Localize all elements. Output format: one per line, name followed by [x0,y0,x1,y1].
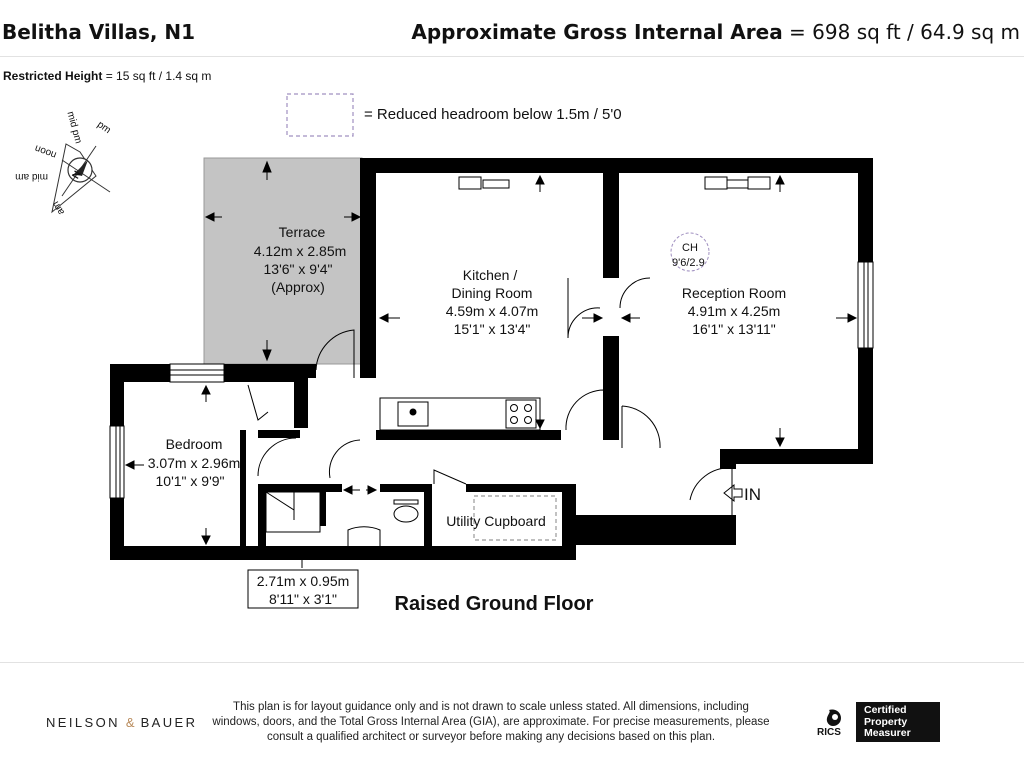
property-title: Belitha Villas, N1 [2,20,196,44]
bathroom-metric: 2.71m x 0.95m [256,573,350,589]
compass-label-mid-pm: mid pm [64,110,84,145]
disclaimer: This plan is for layout guidance only and is not drawn to scale unless stated. All dimensions, including windows, doors, and the Total Gross Internal Area (GIA), are approximate. For precise measurements, please consult a qualified architect or surveyor before making any decisions based on this plan. [212,701,770,743]
agency-logo [46,715,197,730]
reduced-headroom-swatch [287,94,353,136]
reduced-headroom-label: = Reduced headroom below 1.5m / 5'0 [364,106,622,123]
bedroom-metric: 3.07m x 2.96m [147,455,241,471]
utility-name: Utility Cupboard [446,513,546,529]
footer-divider [0,662,1024,663]
gross-area-value: = 698 sq ft / 64.9 sq m [789,20,1020,44]
entrance-label: IN [744,485,761,504]
bedroom-name: Bedroom [165,436,223,452]
compass-label-noon: noon [33,142,59,161]
brand-left: NEILSON [46,715,120,730]
entrance-arrow-icon [724,485,742,501]
restricted-height-value: = 15 sq ft / 1.4 sq m [105,69,212,83]
brand-right: BAUER [140,715,198,730]
washbasin-icon [348,527,380,546]
compass-label-pm: pm [95,119,113,137]
terrace-note: (Approx) [271,279,325,295]
terrace-name: Terrace [278,224,326,240]
hob-icon [506,400,536,428]
restricted-height-label: Restricted Height [3,69,103,83]
kitchen-name-line2: Dining Room [451,285,533,301]
brand-ampersand: & [125,715,135,730]
floor-name: Raised Ground Floor [394,593,594,615]
toilet-icon [394,506,418,522]
terrace-metric: 4.12m x 2.85m [253,243,347,259]
compass-icon [15,110,113,216]
compass-label-am: am [50,199,68,217]
reception-imperial: 16'1" x 13'11" [692,321,776,337]
shower-icon [266,492,320,532]
kitchen-name-line1: Kitchen / [462,267,518,283]
badge-line1: Certified [864,704,907,716]
terrace-imperial: 13'6" x 9'4" [263,261,333,277]
badge-line2: Property [864,715,908,728]
ceiling-height-label: CH [682,242,698,254]
reception-metric: 4.91m x 4.25m [687,303,781,319]
gross-area-label: Approximate Gross Internal Area [411,20,783,44]
bedroom-imperial: 10'1" x 9'9" [155,473,225,489]
kitchen-counter [380,398,540,430]
compass-north-label: N [70,169,84,181]
certified-measurer-badge [856,702,940,742]
compass-label-mid-am: mid am [15,171,48,182]
ceiling-height-value: 9'6/2.9 [672,257,705,269]
badge-line3: Measurer [864,727,911,739]
reception-name: Reception Room [681,285,787,301]
bathroom-imperial: 8'11" x 3'1" [269,591,337,607]
kitchen-metric: 4.59m x 4.07m [445,303,539,319]
rics-label: RICS [817,727,841,738]
kitchen-imperial: 15'1" x 13'4" [453,321,531,337]
bathroom-fixtures [266,492,418,546]
